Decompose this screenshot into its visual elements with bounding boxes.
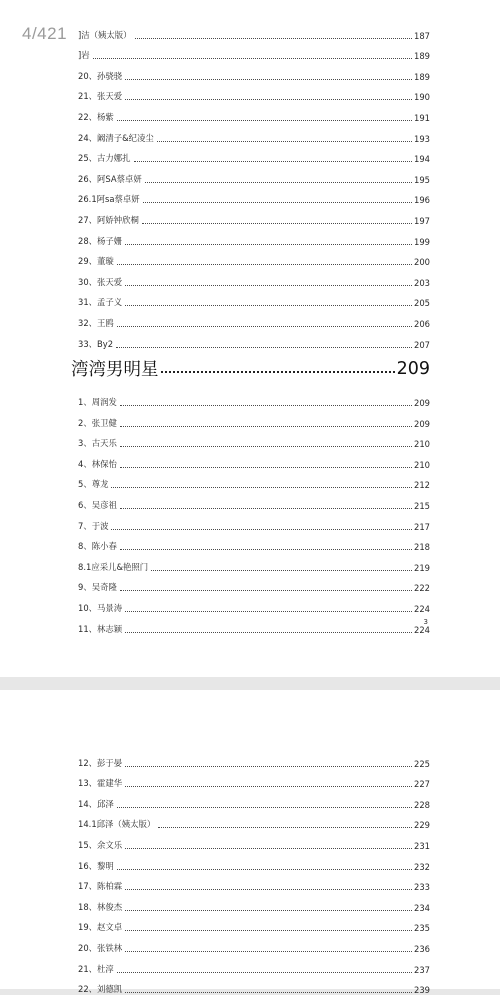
toc-entry-label: ]岩: [78, 50, 90, 61]
toc-entry-page: 218: [414, 542, 430, 553]
toc-entry-label: 26.1阿sa蔡卓妍: [78, 194, 140, 205]
toc-entry-label: 12、彭于晏: [78, 757, 123, 768]
toc-leader-dots: [116, 347, 412, 348]
toc-leader-dots: [125, 930, 412, 931]
toc-entry[interactable]: [78, 144, 430, 165]
toc-leader-dots: [125, 285, 412, 286]
toc-leader-dots: [135, 38, 412, 39]
toc-leader-dots: [120, 549, 412, 550]
toc-leader-dots: [158, 827, 412, 828]
toc-leader-dots: [117, 326, 412, 327]
toc-entry[interactable]: [78, 975, 430, 995]
toc-entry-label: 31、孟子义: [78, 297, 123, 308]
toc-entry[interactable]: [78, 226, 430, 247]
toc-entry-page: 199: [414, 236, 430, 247]
toc-entry-label: 32、王鸥: [78, 317, 114, 328]
toc-entry-label: 22、刘德凯: [78, 984, 123, 995]
toc-entry[interactable]: [78, 288, 430, 309]
toc-entry[interactable]: [78, 388, 430, 409]
toc-entry-label: 3、古天乐: [78, 438, 117, 449]
toc-entry-label: 27、阿娇钟欣桐: [78, 214, 139, 225]
toc-entry-page: 228: [414, 799, 430, 810]
toc-entry-page: 235: [414, 923, 430, 934]
toc-entry[interactable]: [78, 329, 430, 350]
toc-entry-page: 236: [414, 943, 430, 954]
toc-entry-page: 209: [414, 398, 430, 409]
toc-entry-page: 227: [414, 779, 430, 790]
toc-leader-dots: [125, 910, 412, 911]
toc-entry[interactable]: [78, 20, 430, 41]
toc-entry-label: 21、杜淳: [78, 963, 114, 974]
toc-entry[interactable]: [78, 532, 430, 553]
toc-entry[interactable]: [78, 470, 430, 491]
toc-leader-dots: [125, 766, 412, 767]
toc-leader-dots: [142, 223, 412, 224]
toc-entry-page: 217: [414, 521, 430, 532]
toc-entry-label: 13、霍建华: [78, 778, 123, 789]
toc-leader-dots: [120, 446, 412, 447]
toc-entry[interactable]: [78, 408, 430, 429]
toc-entry-label: 16、黎明: [78, 860, 114, 871]
toc-entry-label: 19、赵文卓: [78, 922, 123, 933]
toc-entry-page: 194: [414, 154, 430, 165]
section-heading-label: 湾湾男明星: [71, 360, 159, 380]
toc-entry-page: 234: [414, 902, 430, 913]
toc-entry-page: 231: [414, 840, 430, 851]
toc-entry-label: ]洁（姨太版）: [78, 29, 132, 40]
toc-entry[interactable]: [78, 102, 430, 123]
toc-entry[interactable]: [78, 449, 430, 470]
toc-leader-dots: [157, 141, 412, 142]
toc-entry-label: 7、于波: [78, 520, 109, 531]
toc-entry-label: 15、余文乐: [78, 839, 123, 850]
toc-entry-page: 205: [414, 298, 430, 309]
toc-entry-page: 193: [414, 133, 430, 144]
toc-leader-dots: [125, 786, 412, 787]
toc-entry-page: 206: [414, 318, 430, 329]
toc-leader-dots: [117, 120, 412, 121]
toc-entry[interactable]: [78, 205, 430, 226]
toc-entry-page: 222: [414, 583, 430, 594]
toc-entry-page: 237: [414, 964, 430, 975]
toc-leader-dots: [151, 570, 412, 571]
toc-entry[interactable]: [78, 913, 430, 934]
toc-entry[interactable]: [78, 789, 430, 810]
toc-entry-label: 8、陈小春: [78, 541, 117, 552]
toc-entry-page: 197: [414, 215, 430, 226]
toc-leader-dots: [117, 869, 412, 870]
toc-leader-dots: [125, 244, 412, 245]
toc-entry-label: 10、马景涛: [78, 603, 123, 614]
toc-entry-page: 210: [414, 439, 430, 450]
toc-leader-dots: [120, 467, 412, 468]
toc-entry[interactable]: [78, 810, 430, 831]
toc-entry[interactable]: [78, 593, 430, 614]
toc-entry-page: 224: [414, 624, 430, 635]
toc-entry-label: 22、杨紫: [78, 111, 114, 122]
toc-leader-dots: [117, 807, 412, 808]
toc-entries-section: [78, 388, 430, 635]
toc-entry-page: 210: [414, 459, 430, 470]
toc-entry[interactable]: [78, 164, 430, 185]
toc-leader-dots: [134, 161, 412, 162]
toc-entry[interactable]: [78, 429, 430, 450]
toc-entry[interactable]: [78, 954, 430, 975]
toc-entry-page: 232: [414, 861, 430, 872]
toc-leader-dots: [125, 99, 412, 100]
toc-entry-label: 18、林俊杰: [78, 901, 123, 912]
toc-entry[interactable]: [78, 872, 430, 893]
toc-leader-dots: [117, 264, 412, 265]
toc-entry-label: 17、陈柏霖: [78, 881, 123, 892]
toc-entry-page: 219: [414, 562, 430, 573]
toc-entry-page: 190: [414, 92, 430, 103]
toc-leader-dots: [93, 58, 412, 59]
toc-entry[interactable]: [78, 267, 430, 288]
toc-leader-dots: [125, 611, 412, 612]
toc-leader-dots: [125, 951, 412, 952]
toc-leader-dots: [143, 202, 412, 203]
toc-entry[interactable]: [78, 614, 430, 635]
toc-entry-label: 21、张天爱: [78, 91, 123, 102]
toc-leader-dots: [120, 405, 412, 406]
toc-entry-label: 11、林志颖: [78, 623, 123, 634]
toc-leader-dots: [145, 182, 412, 183]
toc-entry-label: 33、By2: [78, 338, 114, 349]
toc-entry-page: 224: [414, 604, 430, 615]
toc-entry[interactable]: [78, 769, 430, 790]
toc-entry-label: 20、孙骁骁: [78, 70, 123, 81]
toc-entry[interactable]: [78, 308, 430, 329]
toc-entry[interactable]: [78, 185, 430, 206]
toc-entry-label: 28、杨子姗: [78, 235, 123, 246]
toc-entry-label: 6、吴彦祖: [78, 500, 117, 511]
toc-entry-page: 215: [414, 501, 430, 512]
toc-leader-dots: [120, 426, 412, 427]
toc-entry-label: 4、林保怡: [78, 458, 117, 469]
toc-entry[interactable]: [78, 82, 430, 103]
toc-entry[interactable]: [78, 511, 430, 532]
toc-entry[interactable]: [78, 61, 430, 82]
toc-entry-page: 233: [414, 882, 430, 893]
toc-entry[interactable]: [78, 748, 430, 769]
page-indicator: 4/421: [22, 24, 68, 43]
toc-leader-dots: [125, 632, 412, 633]
toc-leader-dots: [125, 889, 412, 890]
toc-entries-top: [78, 20, 430, 350]
page-number: 3: [423, 618, 428, 626]
toc-entry[interactable]: [78, 490, 430, 511]
toc-leader-dots: [125, 305, 412, 306]
toc-entry[interactable]: [78, 41, 430, 62]
toc-leader-dots: [111, 487, 412, 488]
toc-entry[interactable]: [78, 892, 430, 913]
toc-entry-label: 30、张天爱: [78, 276, 123, 287]
toc-entry-page: 229: [414, 820, 430, 831]
toc-entry[interactable]: [78, 247, 430, 268]
section-heading-page: 209: [396, 358, 430, 379]
toc-entry[interactable]: [78, 851, 430, 872]
toc-entry-label: 25、古力娜扎: [78, 153, 131, 164]
toc-entry-page: 195: [414, 174, 430, 185]
toc-entry-label: 2、张卫健: [78, 417, 117, 428]
toc-leader-dots: [117, 972, 412, 973]
toc-entry-label: 24、阚清子&纪凌尘: [78, 132, 154, 143]
toc-entry[interactable]: [78, 573, 430, 594]
toc-entry-label: 8.1应采儿&艳照门: [78, 561, 149, 572]
toc-entry-page: 187: [414, 30, 430, 41]
toc-entry-page: 209: [414, 418, 430, 429]
toc-leader-dots: [125, 79, 412, 80]
toc-entry[interactable]: [78, 830, 430, 851]
toc-entry-page: 207: [414, 339, 430, 350]
toc-entry-label: 1、周润发: [78, 397, 117, 408]
toc-entry-label: 5、尊龙: [78, 479, 109, 490]
toc-entry[interactable]: [78, 552, 430, 573]
toc-leader-dots: [161, 371, 395, 373]
toc-leader-dots: [120, 590, 412, 591]
toc-leader-dots: [125, 848, 412, 849]
toc-entry-label: 20、张铁林: [78, 942, 123, 953]
toc-entry-label: 26、阿SA蔡卓妍: [78, 173, 142, 184]
toc-leader-dots: [125, 992, 412, 993]
toc-entry-label: 14、邱泽: [78, 798, 114, 809]
toc-entry-page: 203: [414, 277, 430, 288]
toc-entry-page: 189: [414, 71, 430, 82]
toc-list: [71, 20, 430, 635]
toc-entries: [78, 748, 430, 995]
toc-entry-page: 212: [414, 480, 430, 491]
toc-entry-label: 9、吴奇隆: [78, 582, 117, 593]
toc-entry-label: 29、董璇: [78, 256, 114, 267]
toc-entry[interactable]: [78, 933, 430, 954]
toc-leader-dots: [120, 508, 412, 509]
toc-entry-page: 239: [414, 985, 430, 995]
toc-entry[interactable]: [78, 123, 430, 144]
toc-list-page-4: [78, 748, 430, 995]
toc-entry-label: 14.1邱泽（姨太版）: [78, 819, 156, 830]
toc-entry-page: 225: [414, 758, 430, 769]
toc-leader-dots: [111, 529, 412, 530]
toc-entry-page: 189: [414, 51, 430, 62]
toc-section-heading[interactable]: [71, 350, 430, 388]
toc-entry-page: 191: [414, 112, 430, 123]
toc-entry-page: 196: [414, 195, 430, 206]
toc-entry-page: 200: [414, 257, 430, 268]
